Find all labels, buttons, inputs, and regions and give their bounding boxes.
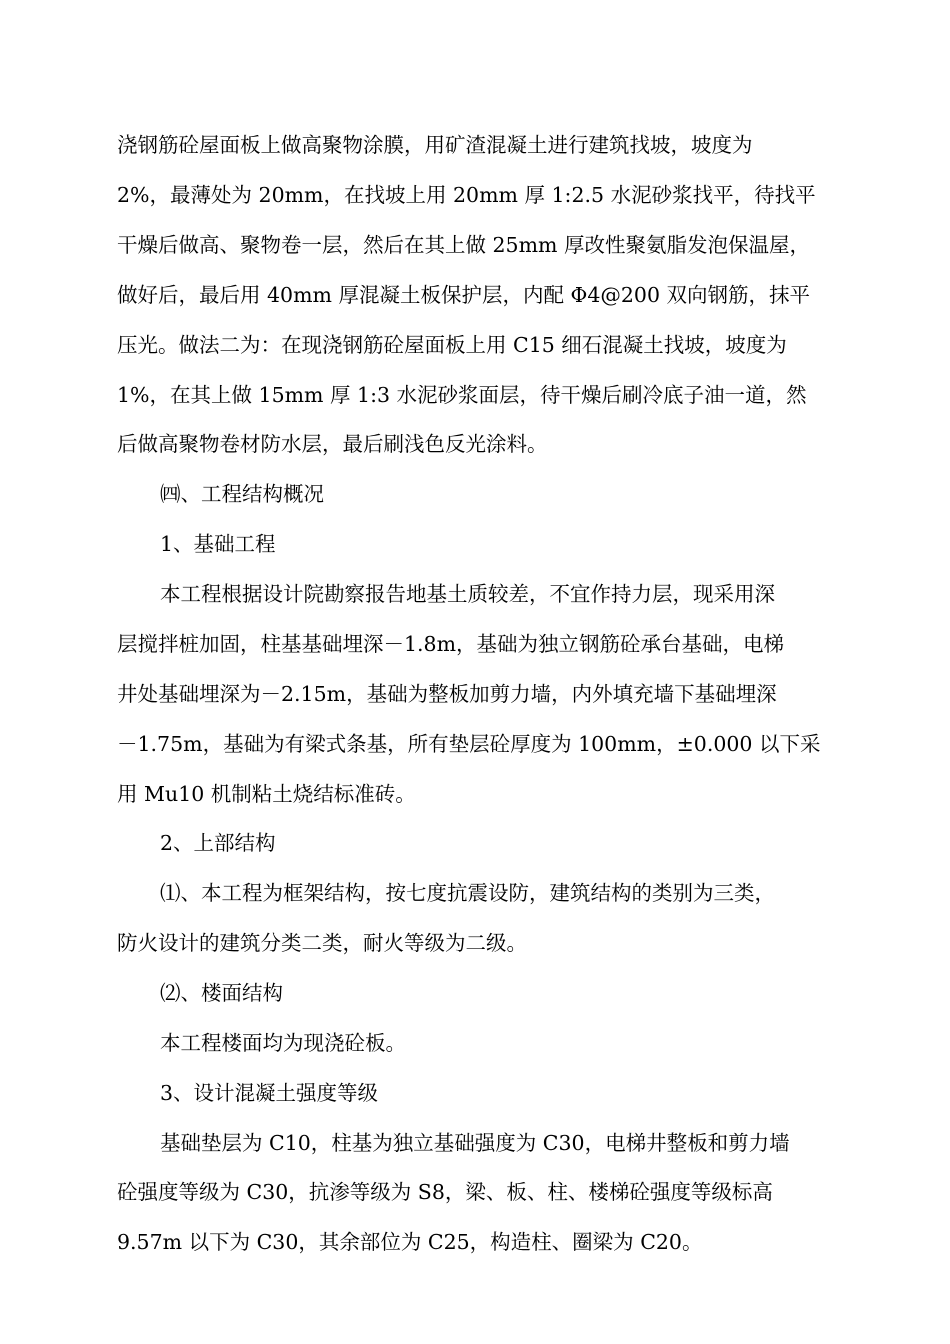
paragraph-line: 1%，在其上做 15mm 厚 1:3 水泥砂浆面层，待干燥后刷冷底子油一道，然 (117, 383, 807, 407)
subsection-heading-foundation: 1、基础工程 (160, 532, 276, 556)
subsection-heading-concrete-grade: 3、设计混凝土强度等级 (160, 1081, 379, 1105)
subsection-heading-floor: ⑵、楼面结构 (160, 981, 283, 1005)
subsection-heading-superstructure: 2、上部结构 (160, 831, 276, 855)
paragraph-line: －1.75m，基础为有梁式条基，所有垫层砼厚度为 100mm，±0.000 以下采 (117, 732, 821, 756)
paragraph-line: 本工程楼面均为现浇砼板。 (160, 1031, 406, 1055)
paragraph-line: 干燥后做高、聚物卷一层，然后在其上做 25mm 厚改性聚氨脂发泡保温屋， (117, 233, 810, 257)
paragraph-line: 后做高聚物卷材防水层，最后刷浅色反光涂料。 (117, 432, 548, 456)
paragraph-line: 防火设计的建筑分类二类，耐火等级为二级。 (117, 931, 527, 955)
paragraph-line: ⑴、本工程为框架结构，按七度抗震设防，建筑结构的类别为三类， (160, 881, 775, 905)
paragraph-line: 层搅拌桩加固，柱基基础埋深－1.8m，基础为独立钢筋砼承台基础，电梯 (117, 632, 785, 656)
paragraph-line: 用 Mu10 机制粘土烧结标准砖。 (117, 782, 416, 806)
paragraph-line: 浇钢筋砼屋面板上做高聚物涂膜，用矿渣混凝土进行建筑找坡，坡度为 (117, 133, 753, 157)
paragraph-line: 做好后，最后用 40mm 厚混凝土板保护层，内配 Φ4@200 双向钢筋，抹平 (117, 283, 811, 307)
paragraph-line: 9.57m 以下为 C30，其余部位为 C25，构造柱、圈梁为 C20。 (117, 1230, 703, 1254)
paragraph-line: 基础垫层为 C10，柱基为独立基础强度为 C30，电梯井整板和剪力墙 (160, 1131, 790, 1155)
paragraph-line: 本工程根据设计院勘察报告地基土质较差，不宜作持力层，现采用深 (160, 582, 775, 606)
paragraph-line: 井处基础埋深为－2.15m，基础为整板加剪力墙，内外填充墙下基础埋深 (117, 682, 777, 706)
paragraph-line: 压光。做法二为：在现浇钢筋砼屋面板上用 C15 细石混凝土找坡，坡度为 (117, 333, 787, 357)
paragraph-line: 砼强度等级为 C30，抗渗等级为 S8，梁、板、柱、楼梯砼强度等级标高 (117, 1180, 773, 1204)
paragraph-line: 2%，最薄处为 20mm，在找坡上用 20mm 厚 1:2.5 水泥砂浆找平，待找平 (117, 183, 816, 207)
section-heading-structure: ㈣、工程结构概况 (160, 482, 324, 506)
